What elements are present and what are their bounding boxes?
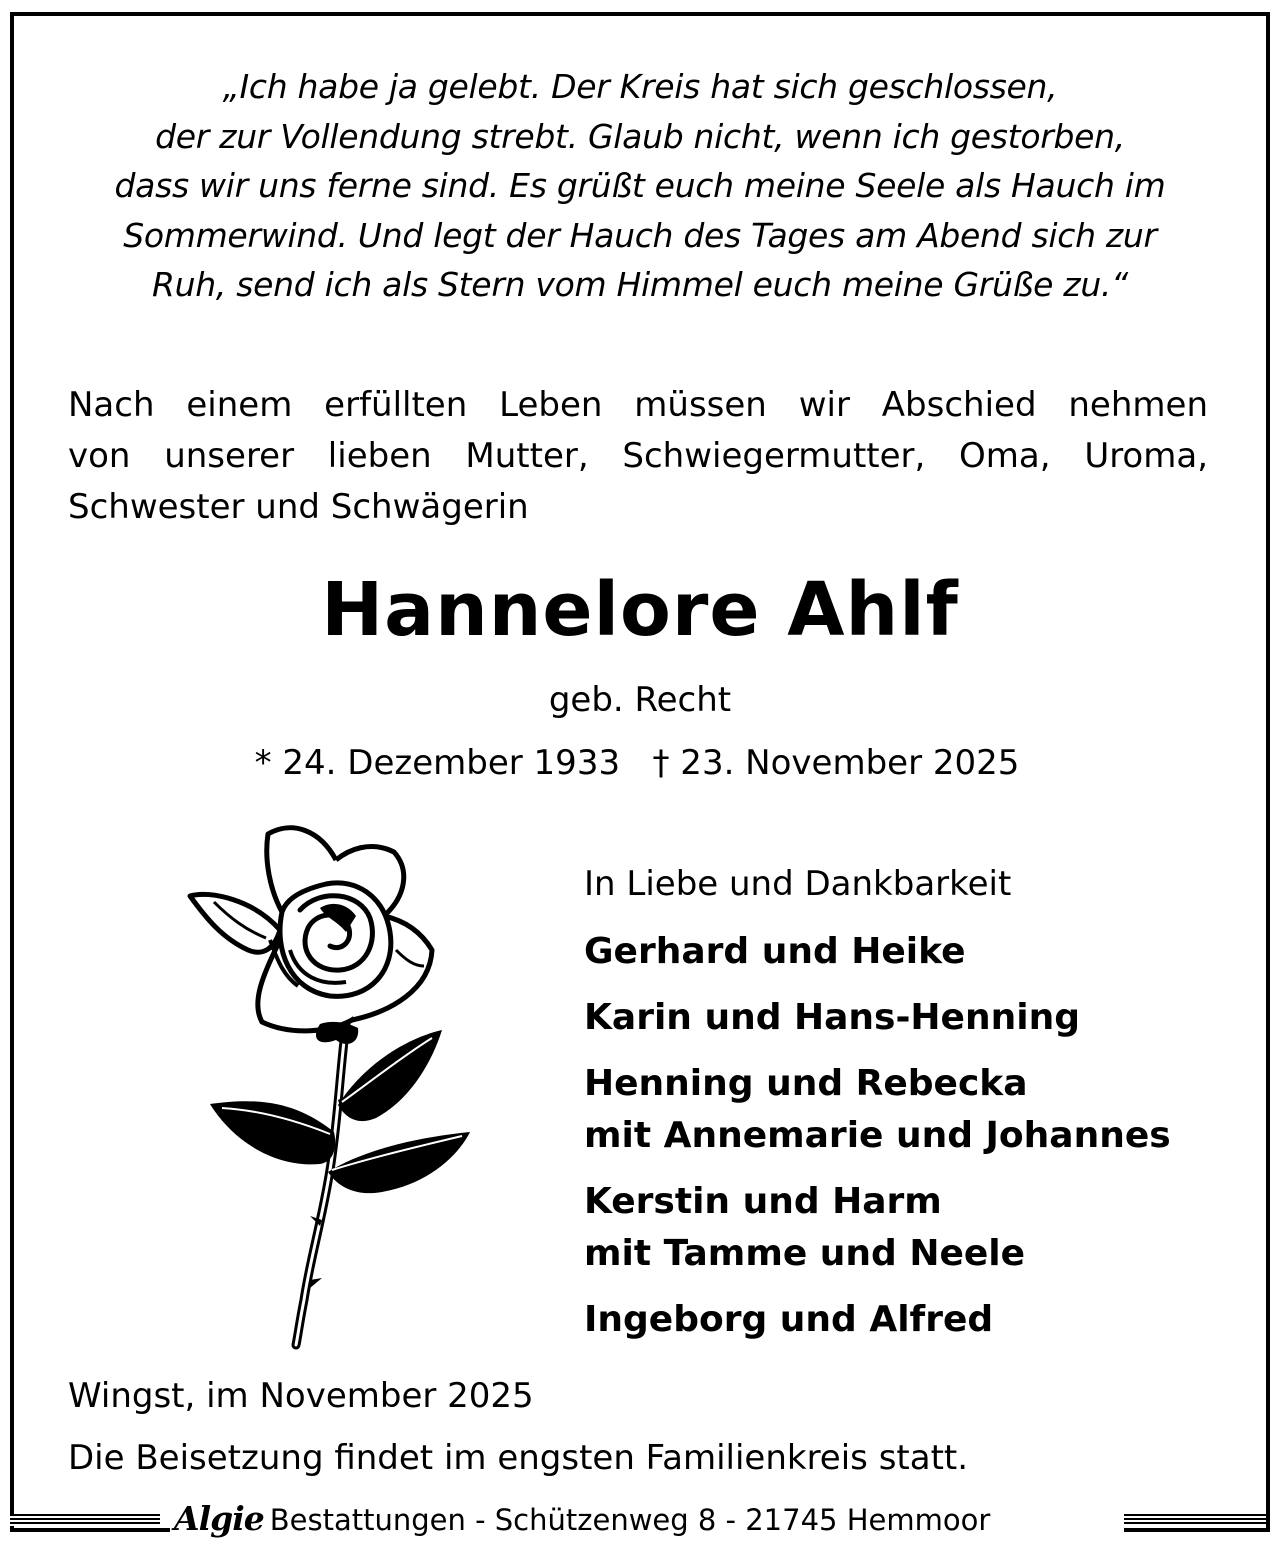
- mourner-line: mit Annemarie und Johannes: [584, 1115, 1171, 1156]
- intro-line: Schwester und Schwägerin: [68, 487, 529, 527]
- intro-text: [68, 380, 1208, 533]
- quote-line: Ruh, send ich als Stern vom Himmel euch meine Grüße zu.“: [152, 265, 1128, 304]
- poem-quote: [30, 62, 1250, 310]
- mourner-line: Ingeborg und Alfred: [584, 1299, 994, 1340]
- funeral-home-footer: [10, 1498, 1270, 1540]
- mourner-group: [584, 992, 1244, 1044]
- mourner-line: Kerstin und Harm: [584, 1181, 942, 1222]
- mourners-lead: In Liebe und Dankbarkeit: [584, 864, 1012, 904]
- funeral-home-logo: Algie: [174, 1499, 264, 1538]
- mourner-group: [584, 1058, 1244, 1162]
- mourner-group: [584, 1176, 1244, 1280]
- maiden-name: geb. Recht: [548, 680, 732, 720]
- place-date: Wingst, im November 2025: [68, 1376, 534, 1416]
- mourner-line: Gerhard und Heike: [584, 931, 966, 972]
- footer-rule-left: [10, 1514, 160, 1526]
- deceased-name: Hannelore Ahlf: [321, 567, 959, 653]
- life-dates: * 24. Dezember 1933 † 23. November 2025: [254, 743, 1020, 783]
- mourner-line: mit Tamme und Neele: [584, 1233, 1026, 1274]
- rose-icon: [170, 800, 510, 1360]
- burial-note: Die Beisetzung findet im engsten Familienkreis statt.: [68, 1438, 969, 1478]
- footer-text-block: [170, 1498, 1124, 1541]
- intro-line: von unserer lieben Mutter, Schwiegermutter, Oma, Uroma,: [68, 436, 1208, 476]
- quote-line: der zur Vollendung strebt. Glaub nicht, wenn ich gestorben,: [155, 116, 1125, 156]
- footer-rule-right: [1116, 1514, 1266, 1526]
- mourner-line: Henning und Rebecka: [584, 1063, 1028, 1104]
- mourner-line: Karin und Hans-Henning: [584, 997, 1080, 1038]
- mourners-list: [584, 858, 1244, 1360]
- intro-line: Nach einem erfüllten Leben müssen wir Abschied nehmen: [68, 385, 1208, 425]
- quote-line: „Ich habe ja gelebt. Der Kreis hat sich geschlossen,: [222, 67, 1058, 106]
- quote-line: Sommerwind. Und legt der Hauch des Tages am Abend sich zur: [123, 215, 1157, 255]
- quote-line: dass wir uns ferne sind. Es grüßt euch meine Seele als Hauch im: [114, 166, 1166, 205]
- funeral-home-address: Bestattungen - Schützenweg 8 - 21745 Hemmoor: [269, 1503, 991, 1537]
- mourner-group: [584, 926, 1244, 978]
- mourner-group: [584, 1294, 1244, 1346]
